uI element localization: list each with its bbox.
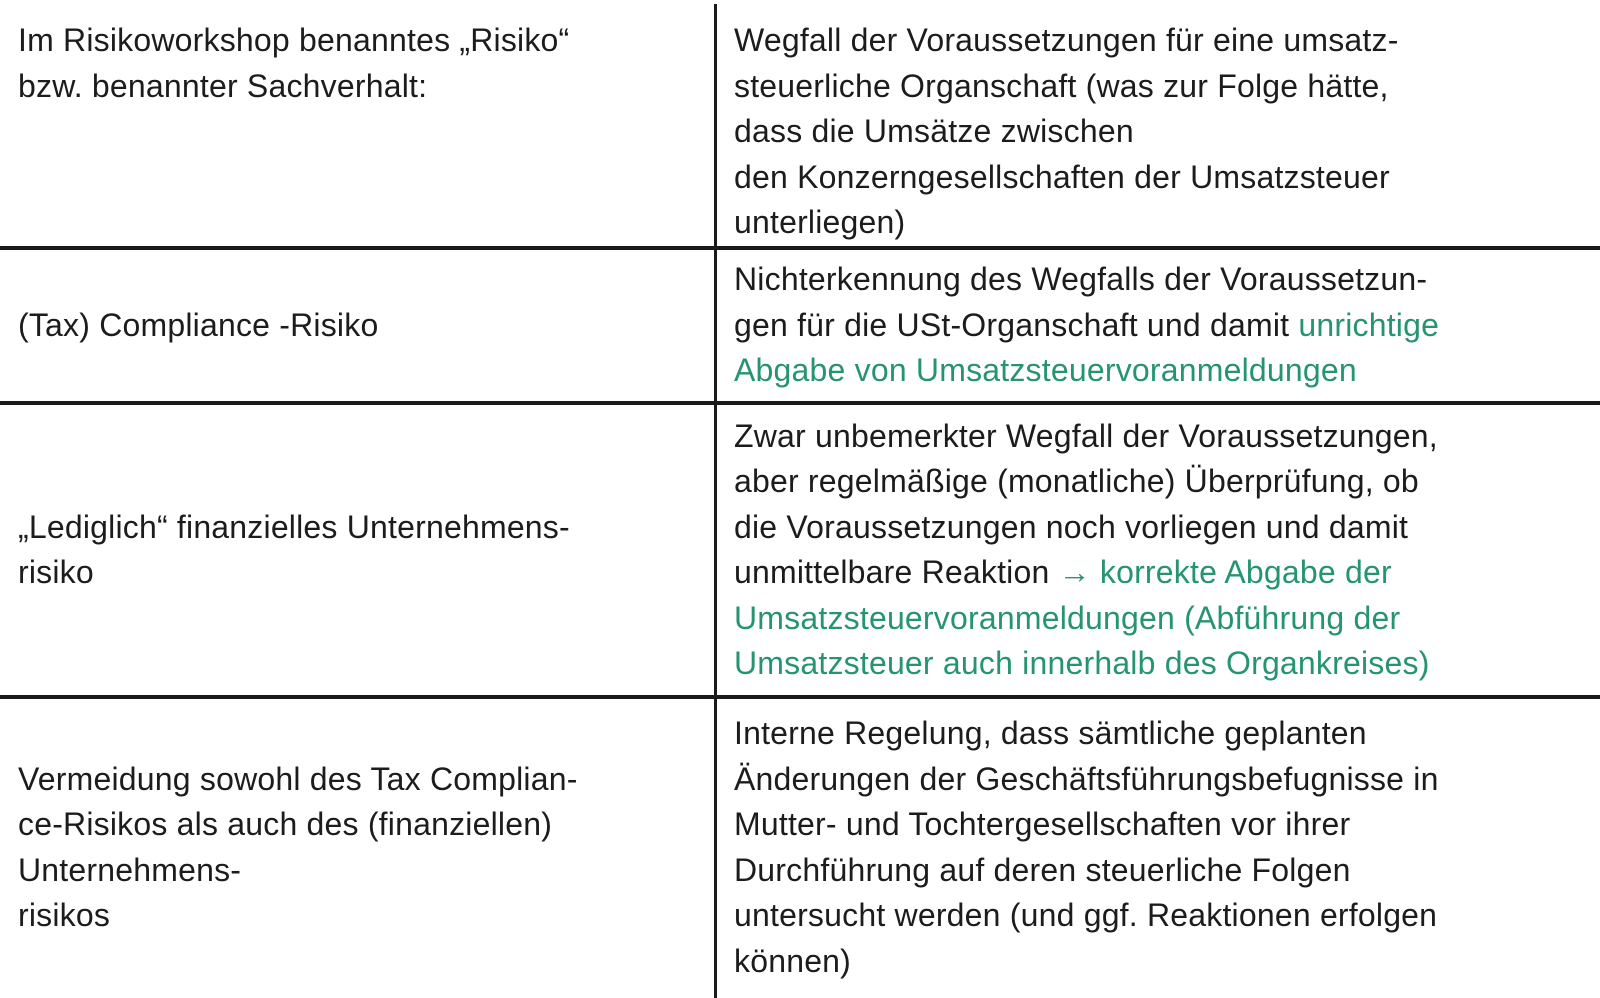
text-line: Unternehmens- [18,851,242,888]
risk-description-cell [717,697,1600,998]
text-line: Wegfall der Voraussetzungen für eine umsatz- [734,22,1399,58]
row-divider [0,695,1600,699]
text-segment: unmittelbare Reaktion [734,554,1059,590]
text-line: risikos [18,897,111,933]
risk-label-cell [0,248,714,403]
text-line: bzw. benannter Sachverhalt: [18,67,428,104]
highlighted-text: unrichtige [1298,306,1440,343]
highlighted-text: Umsatzsteuer auch innerhalb des Organkreises) [734,645,1430,681]
text-line [734,550,1438,596]
row-divider [0,246,1600,250]
table-row [0,697,1600,998]
highlighted-text: Umsatzsteuervoranmeldungen (Abführung der [734,599,1401,636]
risk-description-cell [717,403,1600,697]
table-row [0,403,1600,697]
risk-label-cell [0,0,714,248]
text-line: Durchführung auf deren steuerliche Folgen [734,851,1351,888]
risk-description-text [734,414,1438,687]
risk-label-text [18,505,570,596]
text-line: den Konzerngesellschaften der Umsatzsteuer [734,158,1390,195]
text-line: Zwar unbemerkter Wegfall der Voraussetzungen, [734,417,1438,454]
text-line: können) [734,942,852,979]
risk-description-text [734,257,1439,394]
text-line: Im Risikoworkshop benanntes „Risiko“ [18,22,570,58]
text-segment: gen für die USt-Organschaft und damit [734,306,1299,343]
highlighted-text: Abgabe von Umsatzsteuervoranmeldungen [734,352,1357,389]
risk-description-text [734,711,1439,984]
risk-description-text [734,18,1399,246]
column-divider [714,4,717,998]
text-line: „Lediglich“ finanzielles Unternehmens- [18,508,570,545]
text-line: ce-Risikos als auch des (finanziellen) [18,806,553,842]
text-line [734,303,1439,349]
text-line: unterliegen) [734,204,906,240]
text-line: Mutter- und Tochtergesellschaften vor ihrer [734,806,1351,842]
text-line: Nichterkennung des Wegfalls der Voraussetzun- [734,261,1428,298]
risk-label-text [18,757,578,939]
text-line: dass die Umsätze zwischen [734,113,1134,149]
table-row [0,0,1600,248]
risk-label-text [18,303,378,349]
text-line: Änderungen der Geschäftsführungsbefugnisse in [734,760,1439,797]
risk-label-cell [0,403,714,697]
highlighted-text: → korrekte Abgabe der [1058,554,1392,590]
risk-description-cell [717,0,1600,248]
table-row [0,248,1600,403]
text-line: Vermeidung sowohl des Tax Complian- [18,760,578,797]
text-line: Interne Regelung, dass sämtliche geplanten [734,715,1367,751]
text-line: die Voraussetzungen noch vorliegen und damit [734,508,1409,545]
text-line: steuerliche Organschaft (was zur Folge hätte, [734,67,1389,104]
text-line: risiko [18,554,94,590]
row-divider [0,401,1600,405]
risk-description-cell [717,248,1600,403]
risk-label-text [18,18,569,109]
text-line: untersucht werden (und ggf. Reaktionen erfolgen [734,897,1438,933]
text-line: aber regelmäßige (monatliche) Überprüfung, ob [734,463,1419,499]
text-line: (Tax) Compliance -Risiko [18,306,379,343]
risk-label-cell [0,697,714,998]
